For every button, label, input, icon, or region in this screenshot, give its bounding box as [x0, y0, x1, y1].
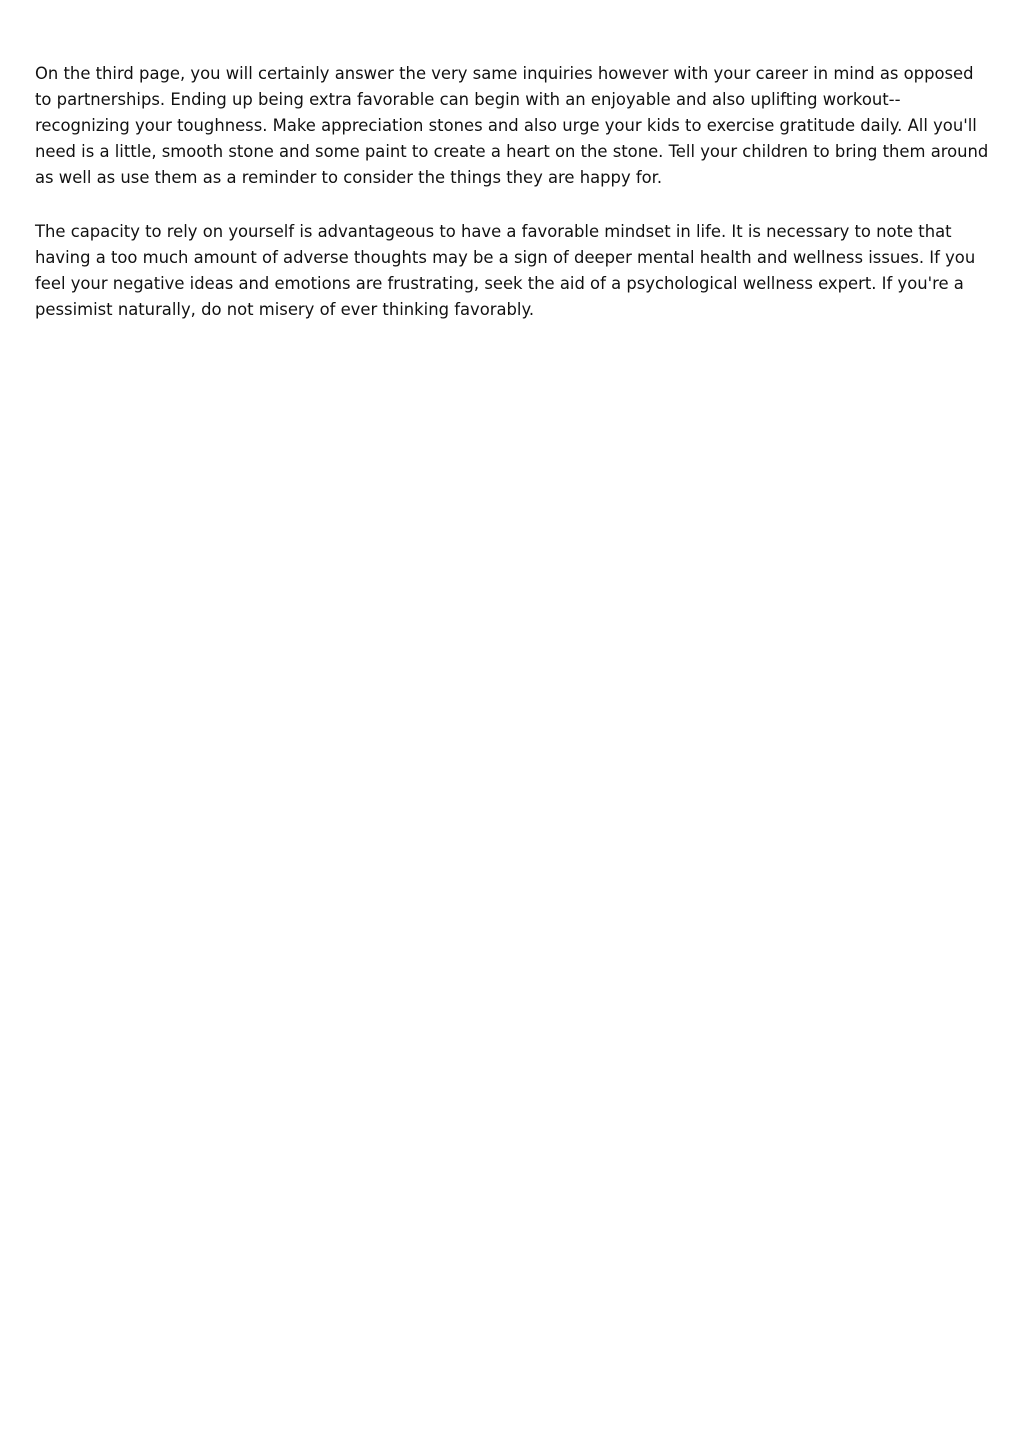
document-page	[35, 61, 991, 351]
paragraph-1: On the third page, you will certainly answer the very same inquiries however with your career in mind as opposed to partnerships. Ending up being extra favorable can begin with an enjoyable and also uplifting workout--recognizing your toughness. Make appreciation stones and also urge your kids to exercise gratitude daily. All you'll need is a little, smooth stone and some paint to create a heart on the stone. Tell your children to bring them around as well as use them as a reminder to consider the things they are happy for.	[35, 64, 989, 187]
paragraph-2: The capacity to rely on yourself is advantageous to have a favorable mindset in life. It is necessary to note that having a too much amount of adverse thoughts may be a sign of deeper mental health and wellness issues. If you feel your negative ideas and emotions are frustrating, seek the aid of a psychological wellness expert. If you're a pessimist naturally, do not misery of ever thinking favorably.	[35, 222, 976, 319]
